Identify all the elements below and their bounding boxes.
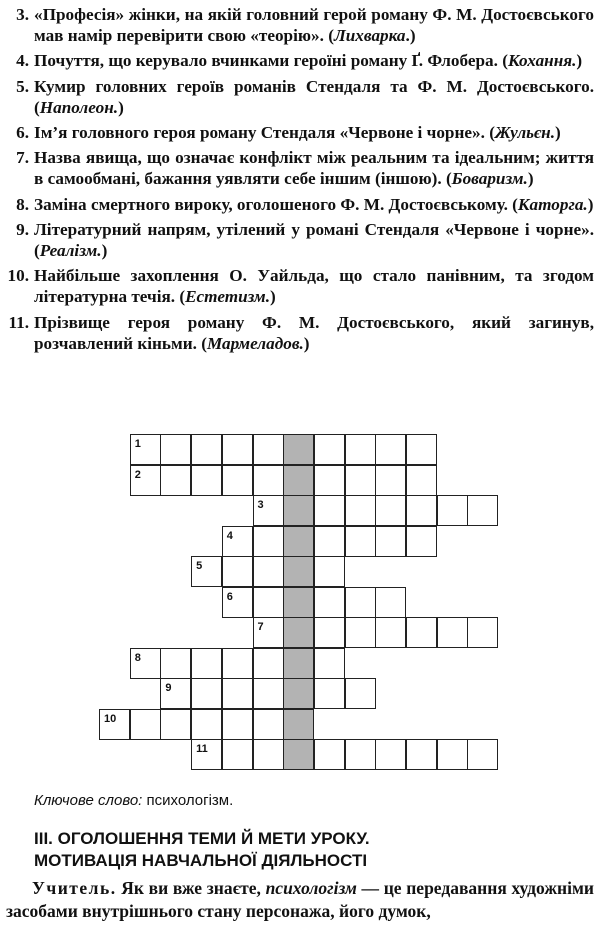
crossword-cell — [130, 465, 161, 496]
clue-item — [6, 265, 594, 307]
row-number: 6 — [226, 590, 233, 603]
keyword-cell — [283, 465, 314, 496]
row-number: 10 — [104, 712, 117, 725]
clue-answer: Реалізм. — [39, 241, 102, 261]
crossword-cell — [406, 526, 437, 557]
crossword-cell — [222, 556, 253, 587]
crossword-cell — [345, 617, 376, 648]
keyword-label: Ключове слово: — [34, 792, 143, 809]
crossword-cell — [406, 617, 437, 648]
crossword-cell — [467, 495, 498, 526]
crossword-cell — [437, 495, 468, 526]
clue-question: Заміна смертного вироку, оголошеного Ф. М. Достоєвському. ( — [34, 194, 518, 214]
crossword-cell — [222, 465, 253, 496]
crossword-cell — [222, 739, 253, 770]
clue-number: 8. — [16, 194, 29, 214]
keyword-cell — [283, 556, 314, 587]
crossword-cell — [191, 739, 222, 770]
crossword-cell — [467, 739, 498, 770]
speaker: Учитель. — [32, 878, 117, 898]
clue-text — [34, 122, 594, 143]
row-number: 3 — [257, 499, 264, 511]
clue-item — [6, 312, 594, 354]
keyword-cell — [283, 617, 314, 648]
crossword-cell — [375, 587, 406, 618]
crossword-cell — [253, 678, 284, 709]
clue-number: 11. — [8, 312, 29, 332]
keyword-value: психологізм. — [142, 792, 234, 809]
crossword-cell — [406, 739, 437, 770]
clue-number: 4. — [16, 51, 29, 71]
keyword-cell — [283, 709, 314, 740]
clue-question: Ім’я головного героя роману Стендаля «Червоне і чорне». ( — [34, 123, 495, 143]
section-heading-line-2: МОТИВАЦІЯ НАВЧАЛЬНОЇ ДІЯЛЬНОСТІ — [34, 851, 368, 870]
clue-end: ) — [101, 241, 108, 261]
clue-answer: Кохання. — [507, 51, 577, 71]
paragraph-post: — це передавання художніми засобами внутрішнього стану персонажа, його думок, — [6, 878, 594, 921]
row-number: 8 — [134, 651, 141, 664]
clue-question: Назва явища, що означає конфлікт між реальним та ідеальним; життя в самообмані, бажання уявляти себе іншим (іншою). ( — [34, 148, 594, 189]
clue-answer: Наполеон. — [39, 97, 119, 117]
crossword-cell — [437, 617, 468, 648]
row-number: 11 — [196, 743, 208, 755]
crossword-cell — [406, 495, 437, 526]
clue-item — [6, 219, 594, 261]
crossword-cell — [191, 648, 222, 679]
clue-answer: Мармеладов. — [206, 333, 304, 353]
crossword-cell — [253, 709, 284, 740]
clue-text — [34, 312, 594, 354]
crossword-cell — [253, 587, 284, 618]
crossword-cell — [375, 434, 406, 465]
clue-answer: Лихварка — [333, 26, 406, 46]
crossword-cell — [160, 648, 191, 679]
crossword-cell — [253, 617, 284, 648]
crossword-cell — [160, 678, 191, 709]
crossword-cell — [160, 709, 191, 740]
clue-number: 9. — [16, 219, 29, 239]
clue-number: 3. — [16, 5, 29, 24]
keyword-cell — [283, 678, 314, 709]
clue-end: ) — [270, 287, 276, 307]
clue-answer: Жульєн. — [494, 123, 556, 143]
crossword-cell — [253, 465, 284, 496]
crossword-cell — [314, 465, 345, 496]
clue-end: .) — [405, 26, 416, 46]
clue-text — [34, 76, 594, 118]
crossword-cell — [191, 556, 222, 587]
clue-number: 5. — [16, 76, 29, 96]
keyword-cell — [283, 495, 314, 526]
crossword-cell — [314, 739, 345, 770]
crossword-cell — [437, 739, 468, 770]
crossword-cell — [160, 465, 191, 496]
crossword-grid — [0, 434, 600, 774]
crossword-cell — [253, 526, 284, 557]
teacher-paragraph — [6, 877, 594, 923]
clue-text — [34, 194, 594, 215]
keyword-cell — [283, 434, 314, 465]
crossword-cell — [222, 526, 253, 557]
row-number: 2 — [134, 468, 141, 481]
clue-answer: Каторга. — [517, 194, 588, 214]
row-number: 4 — [226, 529, 233, 542]
clue-item — [6, 50, 594, 71]
clue-text — [34, 4, 594, 46]
crossword-cell — [345, 587, 376, 618]
section-heading — [34, 828, 370, 872]
crossword-cell — [130, 709, 161, 740]
crossword-cell — [345, 678, 376, 709]
crossword-cell — [222, 587, 253, 618]
clue-text — [34, 219, 594, 261]
crossword-cell — [314, 617, 345, 648]
term: психологізм — [265, 878, 357, 898]
crossword-cell — [191, 678, 222, 709]
row-number: 5 — [196, 560, 203, 572]
crossword-cell — [314, 678, 345, 709]
clue-item — [6, 76, 594, 118]
keyword-cell — [283, 648, 314, 679]
crossword-cell — [345, 526, 376, 557]
clue-end: ) — [118, 97, 124, 117]
clue-number: 10. — [7, 266, 29, 286]
crossword-cell — [375, 617, 406, 648]
crossword-cell — [345, 434, 376, 465]
crossword-cell — [314, 434, 345, 465]
crossword-cell — [253, 648, 284, 679]
crossword-cell — [130, 434, 161, 465]
clue-end: ) — [303, 333, 310, 353]
crossword-cell — [160, 434, 191, 465]
clue-end: ) — [576, 51, 583, 71]
crossword-cell — [130, 648, 161, 679]
crossword-cell — [345, 495, 376, 526]
crossword-cell — [314, 526, 345, 557]
clue-end: ) — [555, 123, 561, 143]
crossword-cell — [375, 465, 406, 496]
crossword-cell — [222, 648, 253, 679]
paragraph-pre: Як ви вже знаєте, — [116, 878, 266, 898]
clue-text — [34, 265, 594, 307]
crossword-cell — [191, 709, 222, 740]
clue-number: 6. — [16, 123, 29, 143]
crossword-cell — [253, 495, 284, 526]
crossword-cell — [222, 434, 253, 465]
clue-item — [6, 4, 594, 46]
crossword-cell — [314, 556, 345, 587]
crossword-cell — [191, 434, 222, 465]
clue-question: Літературний напрям, утілений у романі Стендаля «Червоне і чорне». ( — [34, 219, 594, 261]
row-number: 1 — [134, 438, 141, 450]
section-heading-line-1: III. ОГОЛОШЕННЯ ТЕМИ Й МЕТИ УРОКУ. — [34, 829, 370, 848]
row-number: 7 — [257, 621, 264, 633]
crossword-cell — [406, 465, 437, 496]
crossword-cell — [375, 526, 406, 557]
crossword-cell — [375, 739, 406, 770]
keyword-cell — [283, 526, 314, 557]
clue-item — [6, 122, 594, 143]
crossword-cell — [253, 556, 284, 587]
crossword-cell — [345, 739, 376, 770]
keyword-cell — [283, 587, 314, 618]
crossword-cell — [191, 465, 222, 496]
clue-question: Кумир головних героїв романів Стендаля та Ф. М. Достоєвського. ( — [34, 76, 594, 117]
crossword-cell — [314, 648, 345, 679]
row-number: 9 — [165, 682, 172, 694]
clue-question: «Професія» жінки, на якій головний герой роману Ф. М. Достоєвського мав намір перевірити свою «теорію». ( — [34, 5, 594, 46]
crossword-cell — [375, 495, 406, 526]
clue-question: Найбільше захоплення О. Уайльда, що стало панівним, та згодом літературна течія. ( — [34, 266, 594, 307]
crossword-cell — [406, 434, 437, 465]
clue-text — [34, 50, 594, 71]
clue-item — [6, 194, 594, 215]
crossword-cell — [253, 434, 284, 465]
crossword-cell — [99, 709, 130, 740]
keyword-line — [34, 792, 233, 809]
clue-end: ) — [527, 169, 534, 189]
crossword-cell — [467, 617, 498, 648]
crossword-cell — [314, 587, 345, 618]
clue-list — [6, 4, 594, 358]
crossword-cell — [222, 678, 253, 709]
clue-answer: Естетизм. — [185, 287, 271, 307]
clue-item — [6, 147, 594, 189]
clue-number: 7. — [16, 148, 29, 168]
keyword-cell — [283, 739, 314, 770]
clue-question: Прізвище героя роману Ф. М. Достоєвського, який загинув, розчавлений кіньми. ( — [34, 312, 594, 353]
crossword-cell — [314, 495, 345, 526]
crossword-cell — [253, 739, 284, 770]
clue-text — [34, 147, 594, 189]
clue-answer: Боваризм. — [451, 169, 528, 189]
clue-question: Почуття, що керувало вчинками героїні роману Ґ. Флобера. ( — [34, 51, 508, 71]
crossword-cell — [222, 709, 253, 740]
crossword-cell — [345, 465, 376, 496]
clue-end: ) — [587, 194, 594, 214]
